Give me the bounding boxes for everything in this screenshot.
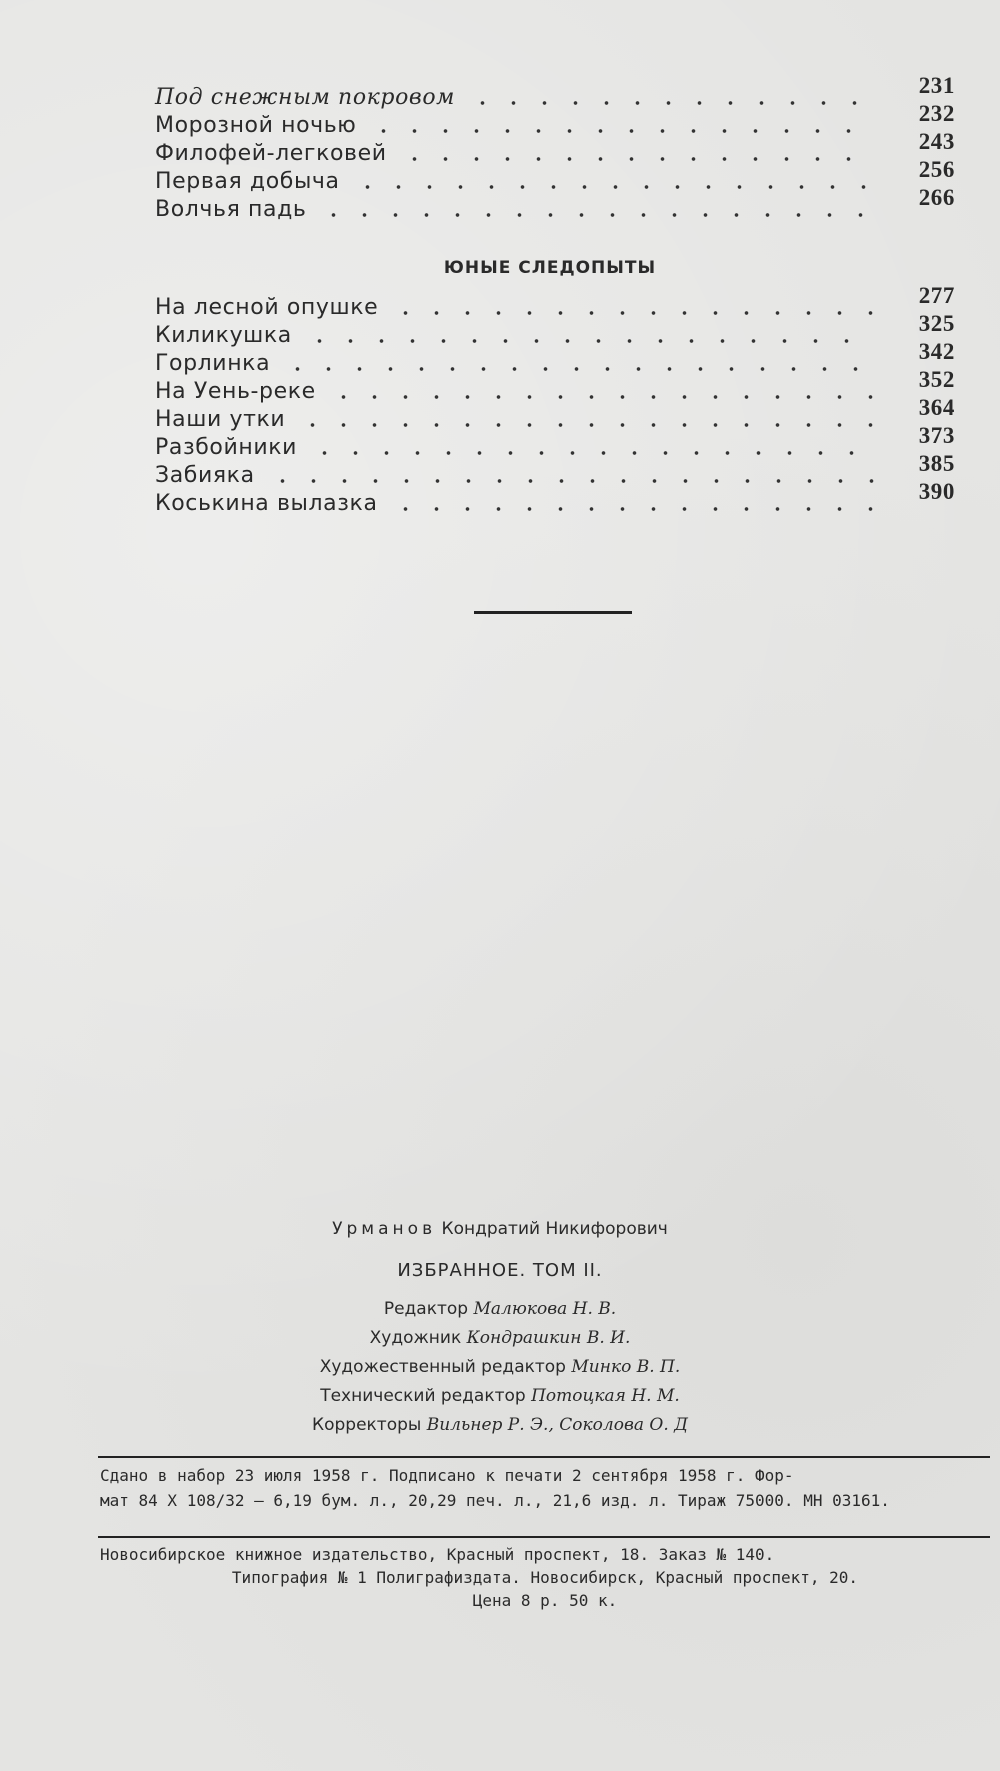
imprint-rule — [98, 1456, 990, 1458]
toc-entry-page: 342 — [918, 339, 955, 364]
toc-entry — [155, 157, 955, 194]
credit-line — [0, 1382, 1000, 1411]
dot-leader — [390, 311, 875, 315]
toc-entry — [155, 73, 955, 110]
credit-line — [0, 1353, 1000, 1382]
toc-entry-page: 232 — [918, 101, 955, 126]
toc-entry — [155, 185, 955, 222]
dot-leader — [399, 157, 875, 161]
publisher-line: Типография № 1 Полиграфиздата. Новосибирск, Красный проспект, 20. — [231, 1568, 859, 1587]
credit-line — [0, 1295, 1000, 1324]
toc-entry-page: 243 — [918, 129, 955, 154]
toc-entry-title: Наши утки — [155, 407, 286, 432]
credit-role: Редактор — [383, 1299, 469, 1319]
toc-entry-page: 325 — [918, 311, 955, 336]
dot-leader — [304, 339, 875, 343]
credits-list — [0, 1295, 1000, 1440]
author-line — [0, 1215, 1000, 1244]
print-details — [100, 1463, 990, 1513]
toc-entry-title: Горлинка — [155, 351, 271, 376]
credit-name: Кондрашкин В. И. — [466, 1328, 631, 1348]
dot-leader — [318, 213, 875, 217]
dot-leader — [368, 129, 875, 133]
credit-name: Вильнер Р. Э., Соколова О. Д — [426, 1415, 688, 1435]
credit-line — [0, 1324, 1000, 1353]
author-name: Кондратий Никифорович — [441, 1219, 668, 1239]
toc-entry-page: 385 — [918, 451, 955, 476]
section-divider — [474, 611, 632, 614]
print-line: Сдано в набор 23 июля 1958 г. Подписано к печати 2 сентября 1958 г. Фор- — [100, 1466, 794, 1485]
toc-entry — [155, 395, 955, 432]
publisher-line: Новосибирское книжное издательство, Красный проспект, 18. Заказ № 140. — [100, 1545, 775, 1564]
toc-entry — [155, 101, 955, 138]
toc-entry-page: 256 — [918, 157, 955, 182]
toc-list-part2 — [155, 283, 955, 516]
toc-list-part1 — [155, 73, 955, 222]
dot-leader — [328, 395, 875, 399]
toc-entry-title: На лесной опушке — [155, 295, 379, 320]
toc-entry-title: Киликушка — [155, 323, 292, 348]
print-line: мат 84 X 108/32 — 6,19 бум. л., 20,29 печ. л., 21,6 изд. л. Тираж 75000. МН 03161. — [100, 1491, 890, 1510]
volume-title: ИЗБРАННОЕ. ТОМ II. — [397, 1260, 603, 1281]
imprint-block — [0, 1215, 1000, 1440]
toc-entry-title: Коськина вылазка — [155, 491, 378, 516]
toc-entry — [155, 311, 955, 348]
credit-role: Художник — [369, 1328, 462, 1348]
toc-entry-title: Первая добыча — [155, 169, 340, 194]
credit-name: Минко В. П. — [571, 1357, 681, 1377]
toc-entry — [155, 479, 955, 516]
credit-role: Художественный редактор — [319, 1357, 566, 1377]
toc-entry — [155, 367, 955, 404]
publisher-details — [100, 1543, 990, 1612]
toc-entry-title: На Уень-реке — [155, 379, 316, 404]
dot-leader — [282, 367, 875, 371]
toc-entry-title: Филофей-легковей — [155, 141, 387, 166]
toc-entry-title: Волчья падь — [155, 197, 307, 222]
toc-entry-page: 364 — [918, 395, 955, 420]
dot-leader — [297, 423, 875, 427]
toc-entry-page: 390 — [918, 479, 955, 504]
imprint-rule — [98, 1536, 990, 1538]
toc-entry-page: 352 — [918, 367, 955, 392]
toc-entry-title: Забияка — [155, 463, 255, 488]
credit-role: Технический редактор — [320, 1386, 526, 1406]
toc-entry-page: 277 — [918, 283, 955, 308]
credit-name: Малюкова Н. В. — [473, 1299, 617, 1319]
dot-leader — [267, 479, 875, 483]
toc-entry-title: Морозной ночью — [155, 113, 357, 138]
dot-leader — [467, 101, 875, 105]
toc-entry-page: 231 — [918, 73, 955, 98]
credit-name: Потоцкая Н. М. — [531, 1386, 680, 1406]
credit-role: Корректоры — [312, 1415, 422, 1435]
toc-entry-title: Под снежным покровом — [155, 85, 456, 110]
price: Цена 8 р. 50 к. — [472, 1591, 618, 1610]
toc-entry — [155, 129, 955, 166]
toc-entry — [155, 423, 955, 460]
dot-leader — [309, 451, 875, 455]
dot-leader — [352, 185, 875, 189]
toc-entry-page: 373 — [918, 423, 955, 448]
author-surname: Урманов — [332, 1219, 437, 1239]
toc-entry-page: 266 — [918, 185, 955, 210]
toc-entry-title: Разбойники — [155, 435, 298, 460]
credit-line — [0, 1411, 1000, 1440]
toc-entry — [155, 283, 955, 320]
toc-entry — [155, 451, 955, 488]
dot-leader — [390, 507, 875, 511]
section-title: ЮНЫЕ СЛЕДОПЫТЫ — [443, 258, 657, 278]
toc-entry — [155, 339, 955, 376]
